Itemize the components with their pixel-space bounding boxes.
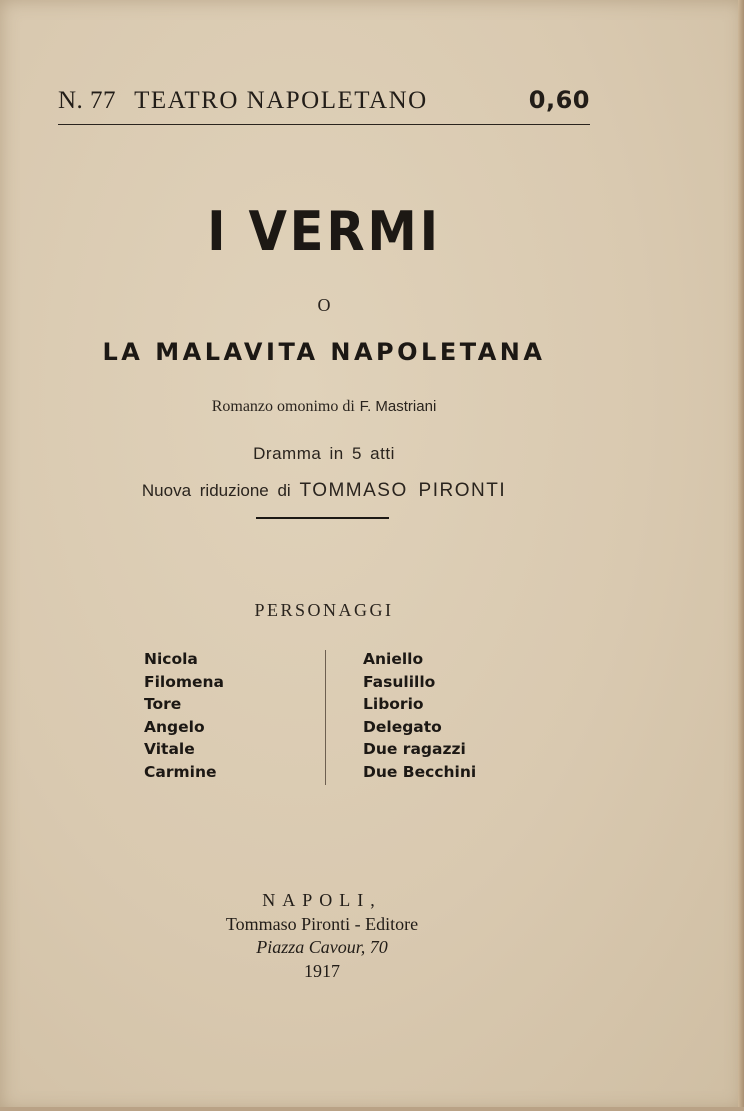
novel-credit-prefix: Romanzo omonimo di (211, 398, 355, 415)
imprint-publisher: Tommaso Pironti - Editore (225, 913, 419, 934)
issue-number: N. 77 (58, 87, 117, 114)
cast-item: Due Becchini (363, 762, 477, 781)
cast-item: Nicola (144, 650, 198, 668)
cast-item: Tore (144, 695, 182, 714)
cast-item: Fasulillo (363, 672, 436, 691)
price: 0,60 (528, 86, 590, 114)
series-header (58, 86, 590, 115)
drama-description: Dramma in 5 atti (253, 444, 395, 463)
cast-list-left (144, 648, 224, 784)
cast-item: Carmine (144, 762, 217, 781)
cast-item: Vitale (144, 740, 195, 759)
adaptation-prefix: Nuova riduzione di (141, 481, 291, 500)
adaptation-credit (0, 480, 648, 502)
header-rule (58, 124, 590, 125)
cast-item: Aniello (363, 650, 424, 668)
cast-item: Due ragazzi (363, 740, 466, 759)
section-divider (256, 517, 389, 519)
cast-item: Liborio (363, 695, 424, 714)
cast-item: Delegato (363, 717, 442, 736)
main-title: I VERMI (207, 200, 441, 263)
series-title: TEATRO NAPOLETANO (134, 87, 428, 114)
novel-credit (0, 397, 648, 416)
page-edge-bottom (0, 1107, 744, 1111)
page-edge-right (738, 0, 744, 1111)
cast-list-right (363, 648, 476, 784)
subtitle: LA MALAVITA NAPOLETANA (102, 338, 546, 366)
characters-heading: PERSONAGGI (254, 600, 394, 620)
title-conjunction: O (317, 295, 331, 315)
imprint-year: 1917 (304, 960, 340, 981)
imprint-city: NAPOLI, (262, 890, 382, 910)
cast-column-divider (325, 650, 326, 785)
imprint (0, 889, 644, 983)
adaptation-author: TOMMASO PIRONTI (299, 480, 507, 501)
novel-author: F. Mastriani (359, 398, 437, 415)
cast-item: Filomena (144, 672, 225, 691)
cast-item: Angelo (144, 717, 205, 736)
imprint-address: Piazza Cavour, 70 (256, 937, 388, 957)
